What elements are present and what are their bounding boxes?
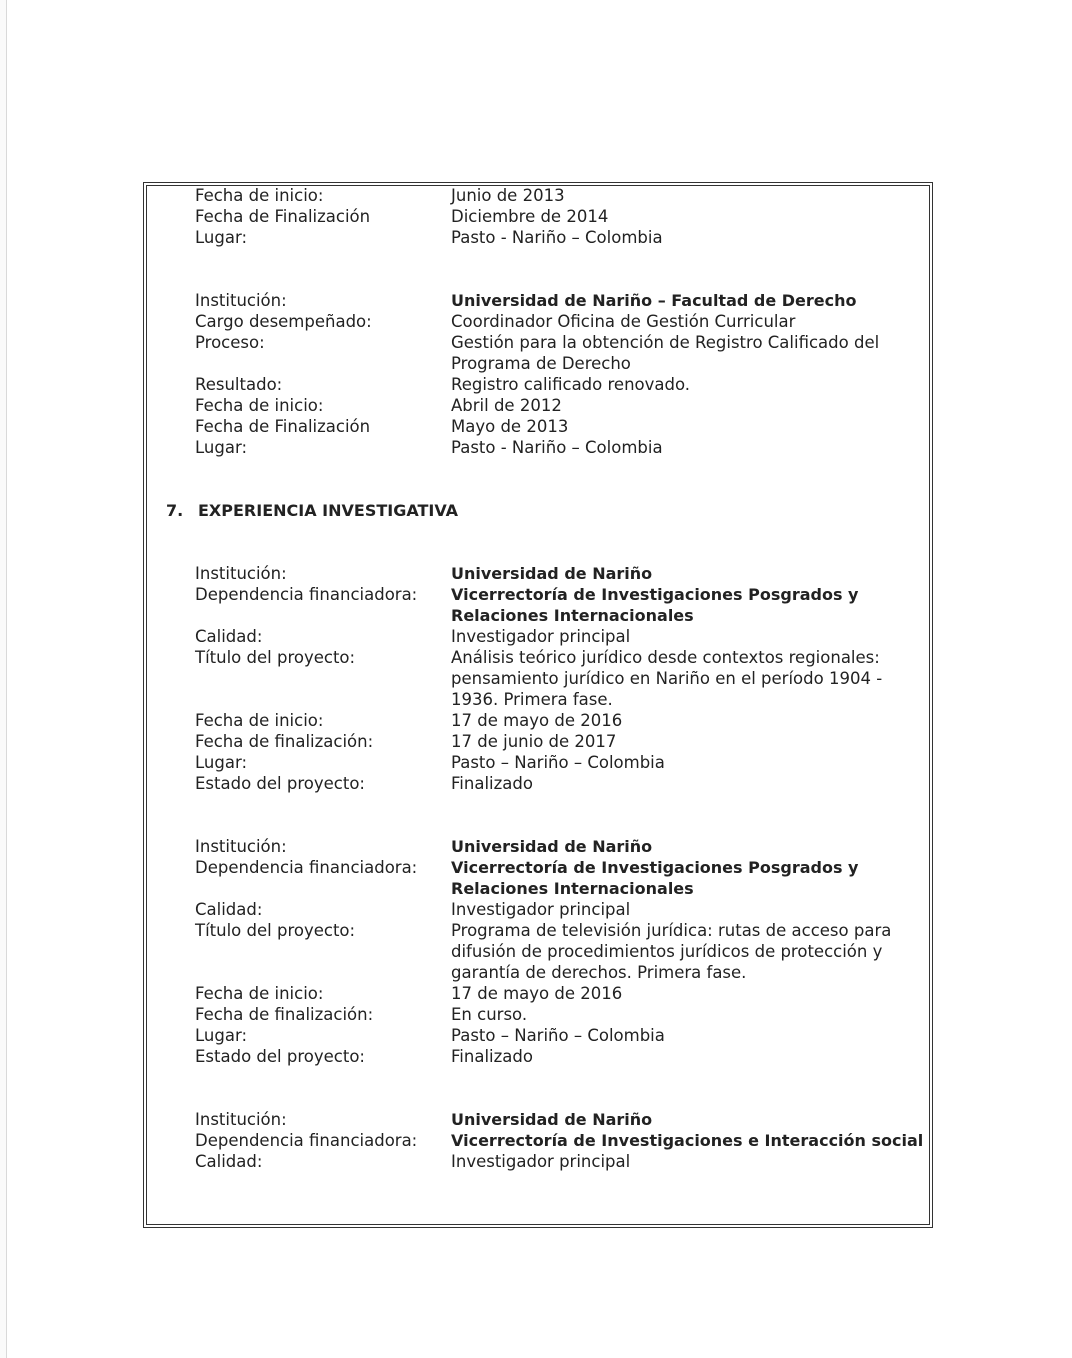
field-label: Institución:	[195, 564, 287, 583]
field-row-continuation	[0, 353, 1072, 374]
field-row	[0, 1109, 1072, 1130]
field-value: pensamiento jurídico en Nariño en el período 1904 -	[451, 669, 883, 688]
field-value: 17 de junio de 2017	[451, 732, 617, 751]
field-row	[0, 584, 1072, 605]
field-row-continuation	[0, 605, 1072, 626]
field-row-continuation	[0, 668, 1072, 689]
field-row	[0, 374, 1072, 395]
field-row	[0, 1004, 1072, 1025]
field-label: Calidad:	[195, 900, 263, 919]
field-value: Pasto – Nariño – Colombia	[451, 1026, 665, 1045]
document-content	[0, 185, 1072, 1172]
field-row	[0, 1025, 1072, 1046]
field-row	[0, 437, 1072, 458]
field-row	[0, 647, 1072, 668]
field-value: Relaciones Internacionales	[451, 879, 694, 898]
field-label: Institución:	[195, 291, 287, 310]
field-value: Relaciones Internacionales	[451, 606, 694, 625]
field-value: Pasto - Nariño – Colombia	[451, 438, 663, 457]
field-value: Universidad de Nariño – Facultad de Derecho	[451, 291, 857, 310]
field-value: Investigador principal	[451, 1152, 631, 1171]
field-value: Investigador principal	[451, 627, 631, 646]
field-row	[0, 227, 1072, 248]
field-value: Análisis teórico jurídico desde contextos regionales:	[451, 648, 880, 667]
field-label: Fecha de inicio:	[195, 984, 324, 1003]
field-value: Programa de Derecho	[451, 354, 631, 373]
project-block-3	[0, 1109, 1072, 1172]
field-label: Título del proyecto:	[195, 921, 356, 940]
field-value: Junio de 2013	[451, 186, 565, 205]
field-label: Fecha de inicio:	[195, 711, 324, 730]
field-value: 17 de mayo de 2016	[451, 984, 623, 1003]
field-value: Mayo de 2013	[451, 417, 569, 436]
field-value: Pasto - Nariño – Colombia	[451, 228, 663, 247]
field-label: Dependencia financiadora:	[195, 858, 418, 877]
experience-block-1	[0, 185, 1072, 248]
field-row	[0, 899, 1072, 920]
field-label: Calidad:	[195, 1152, 263, 1171]
field-label: Fecha de Finalización	[195, 417, 371, 436]
field-row	[0, 1130, 1072, 1151]
field-label: Institución:	[195, 1110, 287, 1129]
field-value: Coordinador Oficina de Gestión Curricular	[451, 312, 796, 331]
field-label: Resultado:	[195, 375, 283, 394]
project-block-2	[0, 836, 1072, 1067]
field-value: Universidad de Nariño	[451, 837, 653, 856]
field-row-continuation	[0, 962, 1072, 983]
field-row	[0, 773, 1072, 794]
field-row	[0, 416, 1072, 437]
field-label: Cargo desempeñado:	[195, 312, 372, 331]
field-row	[0, 1046, 1072, 1067]
section-heading	[0, 500, 1072, 521]
field-label: Lugar:	[195, 753, 247, 772]
experience-block-2	[0, 290, 1072, 458]
field-row	[0, 731, 1072, 752]
field-value: Vicerrectoría de Investigaciones e Interacción social	[451, 1131, 924, 1150]
field-value: Universidad de Nariño	[451, 1110, 653, 1129]
field-value: Universidad de Nariño	[451, 564, 653, 583]
field-row	[0, 563, 1072, 584]
field-value: Investigador principal	[451, 900, 631, 919]
field-label: Institución:	[195, 837, 287, 856]
field-value: Abril de 2012	[451, 396, 562, 415]
field-label: Estado del proyecto:	[195, 1047, 365, 1066]
field-value: Gestión para la obtención de Registro Calificado del	[451, 333, 880, 352]
field-value: En curso.	[451, 1005, 528, 1024]
field-row	[0, 332, 1072, 353]
field-label: Estado del proyecto:	[195, 774, 365, 793]
field-row	[0, 710, 1072, 731]
field-row	[0, 185, 1072, 206]
field-label: Lugar:	[195, 228, 247, 247]
project-block-1	[0, 563, 1072, 794]
field-value: garantía de derechos. Primera fase.	[451, 963, 747, 982]
field-label: Proceso:	[195, 333, 265, 352]
field-row	[0, 857, 1072, 878]
field-row-continuation	[0, 941, 1072, 962]
field-value: 17 de mayo de 2016	[451, 711, 623, 730]
field-row	[0, 395, 1072, 416]
field-label: Fecha de finalización:	[195, 732, 374, 751]
field-row	[0, 206, 1072, 227]
field-row	[0, 1151, 1072, 1172]
field-label: Título del proyecto:	[195, 648, 356, 667]
field-label: Fecha de inicio:	[195, 396, 324, 415]
field-value: Vicerrectoría de Investigaciones Posgrados y	[451, 585, 859, 604]
field-value: Finalizado	[451, 774, 533, 793]
field-value: Finalizado	[451, 1047, 533, 1066]
field-value: 1936. Primera fase.	[451, 690, 613, 709]
field-value: Programa de televisión jurídica: rutas de acceso para	[451, 921, 892, 940]
field-row	[0, 626, 1072, 647]
field-label: Fecha de Finalización	[195, 207, 371, 226]
field-label: Fecha de finalización:	[195, 1005, 374, 1024]
field-label: Fecha de inicio:	[195, 186, 324, 205]
field-row	[0, 983, 1072, 1004]
field-label: Dependencia financiadora:	[195, 1131, 418, 1150]
field-row	[0, 290, 1072, 311]
field-row	[0, 752, 1072, 773]
field-label: Lugar:	[195, 438, 247, 457]
field-label: Lugar:	[195, 1026, 247, 1045]
field-row	[0, 311, 1072, 332]
field-row-continuation	[0, 878, 1072, 899]
section-title: EXPERIENCIA INVESTIGATIVA	[198, 501, 459, 520]
field-value: Registro calificado renovado.	[451, 375, 691, 394]
section-number: 7.	[166, 501, 184, 520]
field-row-continuation	[0, 689, 1072, 710]
field-row	[0, 920, 1072, 941]
field-value: difusión de procedimientos jurídicos de protección y	[451, 942, 883, 961]
field-value: Vicerrectoría de Investigaciones Posgrados y	[451, 858, 859, 877]
field-label: Calidad:	[195, 627, 263, 646]
field-value: Pasto – Nariño – Colombia	[451, 753, 665, 772]
field-label: Dependencia financiadora:	[195, 585, 418, 604]
field-row	[0, 836, 1072, 857]
field-value: Diciembre de 2014	[451, 207, 609, 226]
